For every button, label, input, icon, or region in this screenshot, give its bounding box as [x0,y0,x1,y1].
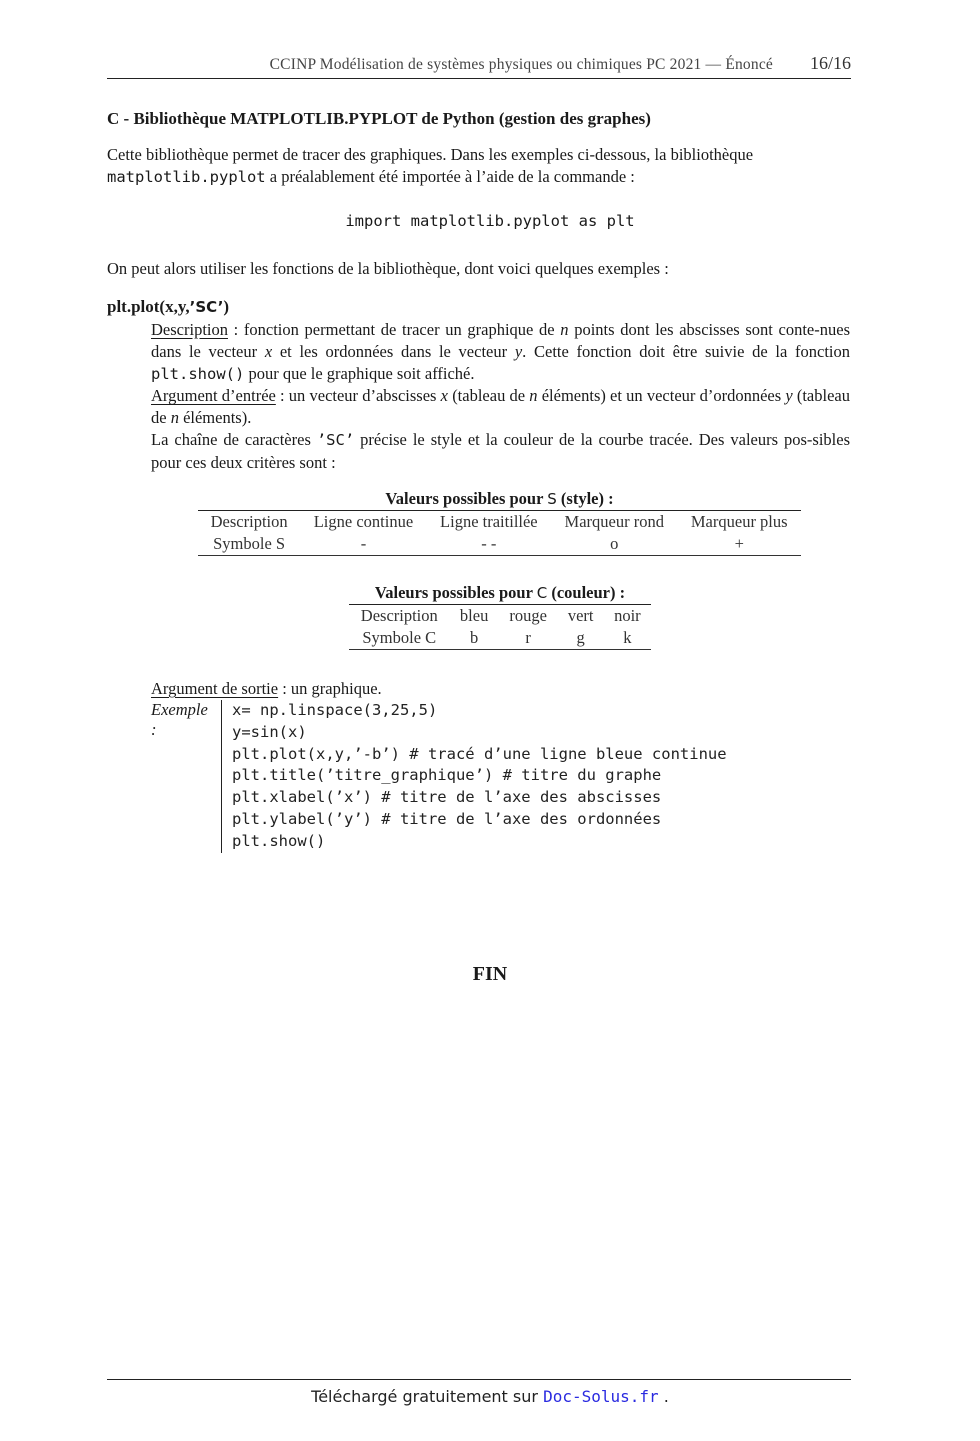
footer-divider [107,1379,851,1380]
chain-a: La chaîne de caractères [151,429,317,449]
example-code [221,700,727,853]
function-title-arg: ’SC’ [189,298,224,316]
code-line: plt.show() [232,831,326,850]
page-header [107,52,851,79]
code-line: plt.plot(x,y,’-b’) # tracé d’une ligne bleue continue [232,744,727,763]
table-cell: noir [604,605,651,627]
table-cell: Ligne traitillée [427,511,551,533]
desc-x: x [264,341,273,361]
section-title: C - Bibliothèque MATPLOTLIB.PYPLOT de Python (gestion des graphes) [107,109,651,128]
code-line: plt.xlabel(’x’) # titre de l’axe des abscisses [232,788,662,807]
desc-text-b: points dont les abscisses sont conte-nues dans le vecteur [151,320,850,361]
arg-in-a: : un vecteur d’abscisses [275,386,441,406]
style-caption-b: (style) : [556,489,614,508]
page-number: 16/16 [809,53,851,73]
function-title [107,297,229,317]
color-table-row-description [349,605,651,627]
function-title-suffix: ) [223,297,230,316]
color-table-caption [349,583,651,604]
function-title-prefix: plt.plot(x,y, [107,297,190,316]
table-cell: k [604,627,651,649]
function-description [151,319,850,474]
end-marker: FIN [472,963,508,985]
table-cell: Marqueur plus [677,511,801,533]
arg-in-n1: n [529,386,538,406]
table-cell: Ligne continue [300,511,426,533]
color-caption-b: (couleur) : [547,583,626,602]
header-title: CCINP Modélisation de systèmes physiques ou chimiques PC 2021 — Énoncé [269,56,773,73]
intro-line2: a préalablement été importée à l’aide de la commande : [265,166,635,186]
arg-in-d: (tableau de [151,386,850,428]
table-cell: Description [349,605,450,627]
table-cell: r [499,627,558,649]
import-command: import matplotlib.pyplot as plt [345,212,635,230]
description-label: Description [151,320,228,339]
style-table-row-symbol [198,533,801,555]
table-cell: g [558,627,604,649]
desc-text-d: . Cette fonction doit être suivie de la fonction [522,341,850,361]
intro-paragraph [107,144,850,189]
style-values-table [198,489,801,556]
code-line: x= np.linspace(3,25,5) [232,701,438,719]
output-argument [151,678,850,700]
style-caption-a: Valeurs possibles pour [385,489,548,508]
footer-link[interactable]: Doc-Solus.fr [543,1387,659,1406]
desc-n: n [560,320,569,339]
table-cell: Symbole C [349,627,450,649]
input-argument-label: Argument d’entrée [151,386,276,406]
table-cell: vert [558,605,604,627]
intro-line1: Cette bibliothèque permet de tracer des graphiques. Dans les exemples ci-dessous, la bibliothèque [107,145,754,164]
table-cell: rouge [499,605,558,627]
chain-sc: ’SC’ [316,430,355,449]
table-cell: bleu [450,605,499,627]
table-cell: o [551,533,677,555]
table-cell: + [677,533,801,555]
chain-b: précise le style et la couleur de la courbe tracée. Des valeurs pos-sibles pour ces deux critères sont : [151,429,851,472]
color-caption-a: Valeurs possibles pour [374,583,537,602]
arg-in-b: (tableau de [448,386,530,406]
library-name: matplotlib.pyplot [107,167,266,186]
desc-y: y [514,341,523,361]
desc-text-c: et les ordonnées dans le vecteur [272,341,515,361]
table-cell: - - [427,533,551,555]
color-table-row-symbol [349,627,651,649]
table-cell: Marqueur rond [551,511,677,533]
style-caption-sym: S [547,490,557,508]
code-line: plt.title(’titre_graphique’) # titre du graphe [232,766,662,785]
color-caption-sym: C [536,584,548,602]
code-line: y=sin(x) [232,722,307,741]
table-cell: b [450,627,499,649]
arg-in-y: y [785,386,793,406]
code-line: plt.ylabel(’y’) # titre de l’axe des ordonnées [232,809,662,828]
style-table-row-description [198,511,801,533]
footer-end: . [658,1387,669,1406]
arg-in-c: éléments) et un vecteur d’ordonnées [537,386,786,406]
desc-text-e: pour que le graphique soit affiché. [244,363,475,383]
table-cell: Description [198,511,300,533]
table-cell: Symbole S [198,533,300,555]
example-label: Exemple : [151,700,208,739]
footer-text: Téléchargé gratuitement sur [311,1387,544,1406]
arg-in-e: éléments). [178,408,252,428]
output-argument-text: : un graphique. [278,679,382,698]
style-table-caption [198,489,801,510]
functions-intro: On peut alors utiliser les fonctions de la bibliothèque, dont voici quelques exemples : [107,259,669,278]
output-argument-label: Argument de sortie [151,679,279,698]
color-values-table [349,583,651,650]
arg-in-x: x [440,386,448,406]
desc-text-a: : fonction permettant de tracer un graphique de [227,320,561,339]
page-footer [0,1387,980,1406]
table-cell: - [300,533,426,555]
desc-show: plt.show() [151,364,245,383]
arg-in-n2: n [170,408,179,428]
